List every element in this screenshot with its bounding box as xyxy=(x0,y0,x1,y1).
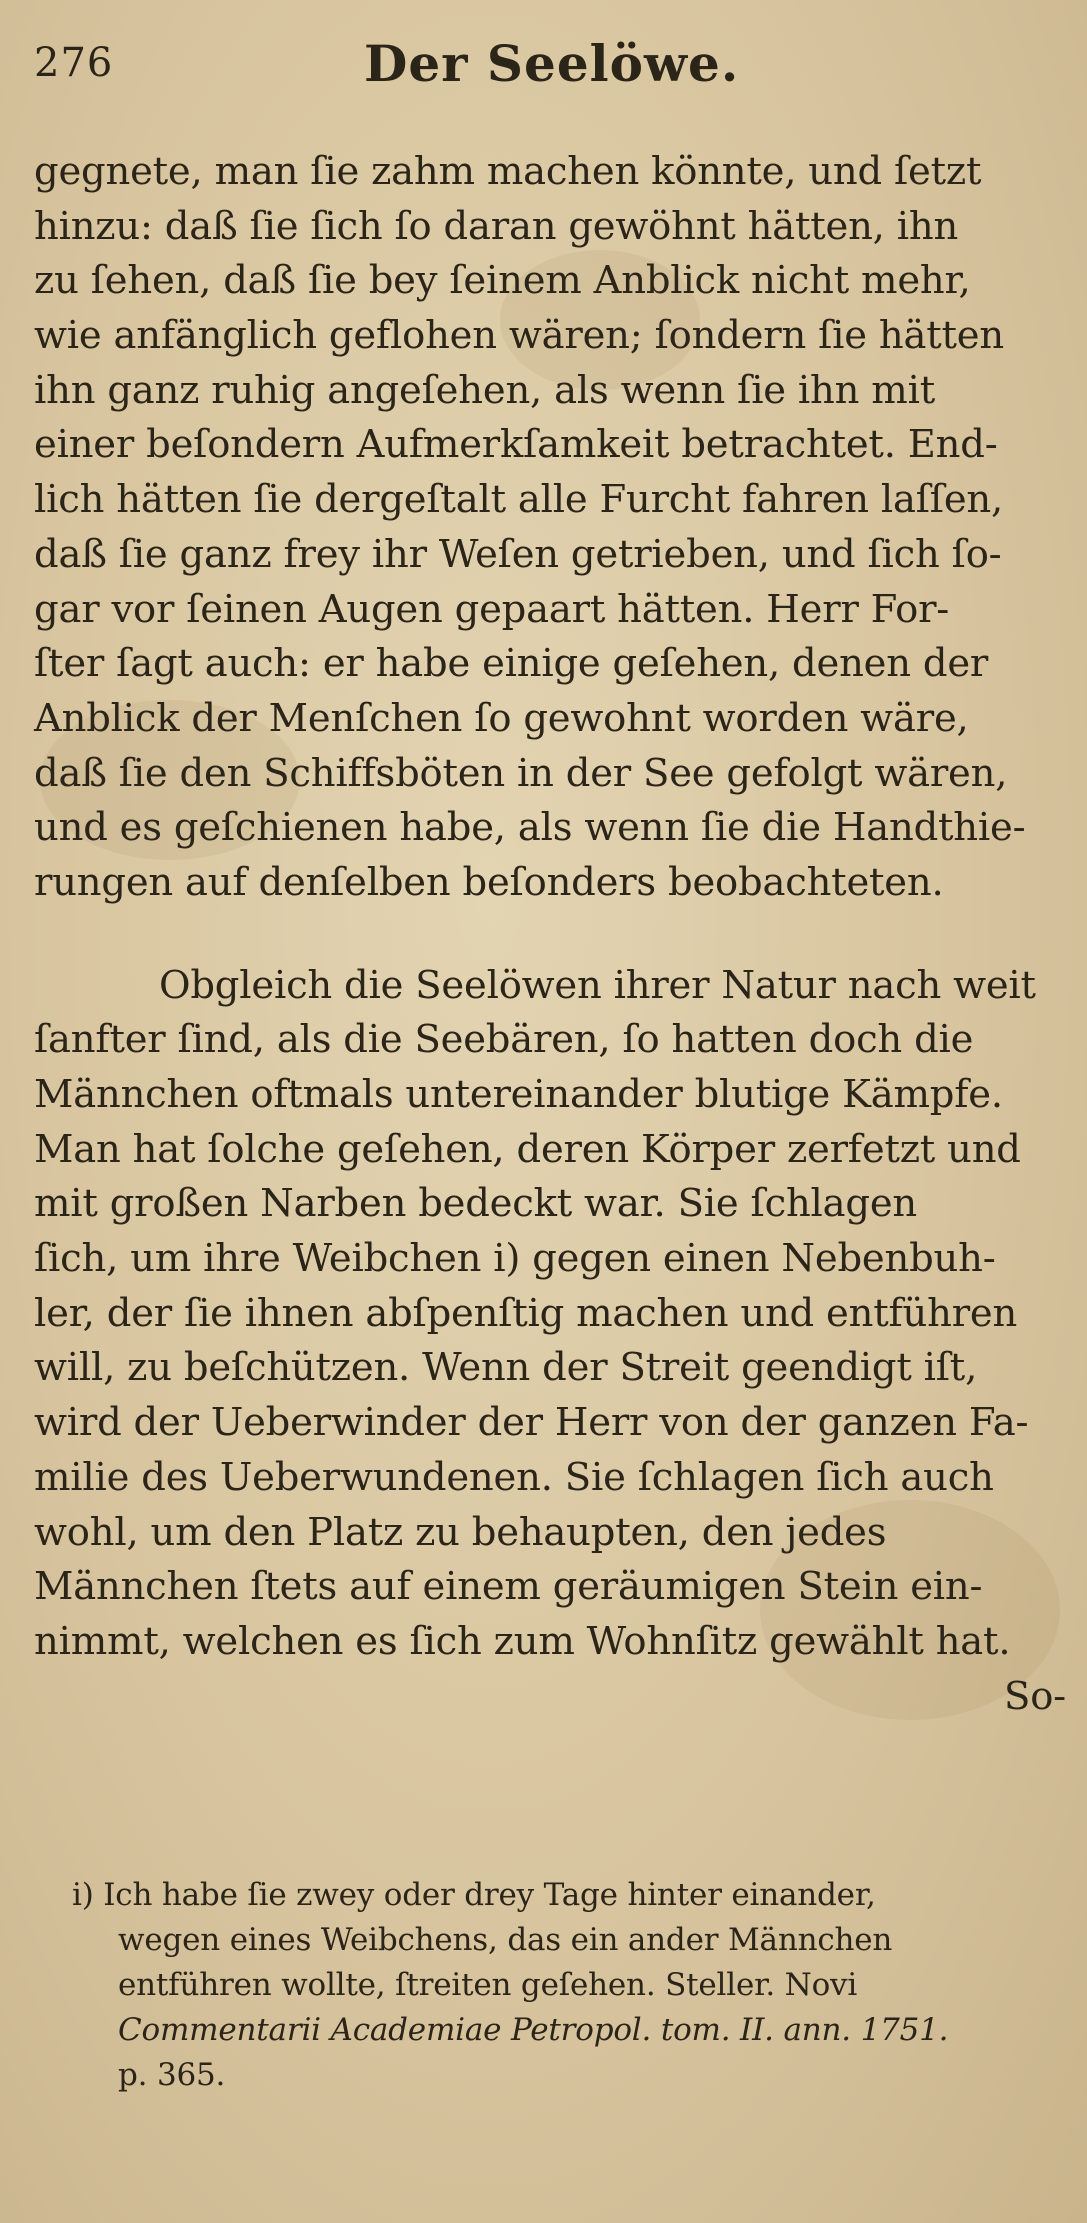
text-line: daß ſie den Schiffsböten in der See gefolgt wären, xyxy=(34,750,1008,796)
footnote-line: i) Ich habe ſie zwey oder drey Tage hinter einander, xyxy=(72,1877,876,1913)
footnote-line: Commentarii Academiae Petropol. tom. II. ann. 1751. xyxy=(118,2012,949,2048)
text-line: wird der Ueberwinder der Herr von der ganzen Fa- xyxy=(34,1400,1029,1446)
text-line: daß ſie ganz frey ihr Weſen getrieben, und ſich ſo- xyxy=(34,531,1002,577)
page-number: 276 xyxy=(34,40,114,86)
text-line: hinzu: daß ſie ſich ſo daran gewöhnt hätten, ihn xyxy=(34,203,959,249)
main-text xyxy=(34,145,1074,1724)
text-line: Anblick der Menſchen ſo gewohnt worden wäre, xyxy=(34,695,969,741)
text-line: lich hätten ſie dergeſtalt alle Furcht fahren laſſen, xyxy=(34,477,1004,523)
text-line: einer beſondern Aufmerkſamkeit betrachtet. End- xyxy=(34,422,998,468)
text-line: Männchen ſtets auf einem geräumigen Stein ein- xyxy=(34,1564,983,1610)
footnote-line: entführen wollte, ſtreiten geſehen. Steller. Novi xyxy=(118,1967,858,2003)
text-line: ſanfter ſind, als die Seebären, ſo hatten doch die xyxy=(34,1017,974,1063)
footnote-line: wegen eines Weibchens, das ein ander Männchen xyxy=(118,1922,893,1958)
text-line: mit großen Narben bedeckt war. Sie ſchlagen xyxy=(34,1181,918,1227)
page-header xyxy=(34,30,1044,110)
running-title: Der Seelöwe. xyxy=(364,34,740,93)
text-line: gegnete, man ſie zahm machen könnte, und ſetzt xyxy=(34,149,982,194)
text-line: will, zu beſchützen. Wenn der Streit geendigt iſt, xyxy=(34,1345,978,1391)
text-line: nimmt, welchen es ſich zum Wohnſitz gewählt hat. xyxy=(34,1618,1011,1664)
catchword: So- xyxy=(1004,1673,1066,1719)
text-line: Obgleich die Seelöwen ihrer Natur nach weit xyxy=(159,962,1036,1008)
text-line: rungen auf denſelben beſonders beobachteten. xyxy=(34,859,944,905)
text-line: gar vor ſeinen Augen gepaart hätten. Herr For- xyxy=(34,586,950,632)
footnote-line: p. 365. xyxy=(118,2057,226,2093)
text-line: Man hat ſolche geſehen, deren Körper zerfetzt und xyxy=(34,1126,1021,1172)
text-line: Männchen oftmals untereinander blutige Kämpfe. xyxy=(34,1072,1003,1117)
text-line: ihn ganz ruhig angeſehen, als wenn ſie ihn mit xyxy=(34,367,935,413)
text-line: wohl, um den Platz zu behaupten, den jedes xyxy=(34,1509,887,1555)
footnote xyxy=(72,1873,1072,2098)
text-line: ler, der ſie ihnen abſpenſtig machen und entführen xyxy=(34,1290,1018,1336)
text-line: ſter ſagt auch: er habe einige geſehen, denen der xyxy=(34,641,989,687)
text-line: wie anfänglich geflohen wären; ſondern ſie hätten xyxy=(34,313,1004,359)
text-line: milie des Ueberwundenen. Sie ſchlagen ſich auch xyxy=(34,1454,994,1500)
text-line: zu ſehen, daß ſie bey ſeinem Anblick nicht mehr, xyxy=(34,258,971,304)
text-line: ſich, um ihre Weibchen i) gegen einen Nebenbuh- xyxy=(34,1236,996,1282)
text-line: und es geſchienen habe, als wenn ſie die Handthie- xyxy=(34,805,1026,851)
